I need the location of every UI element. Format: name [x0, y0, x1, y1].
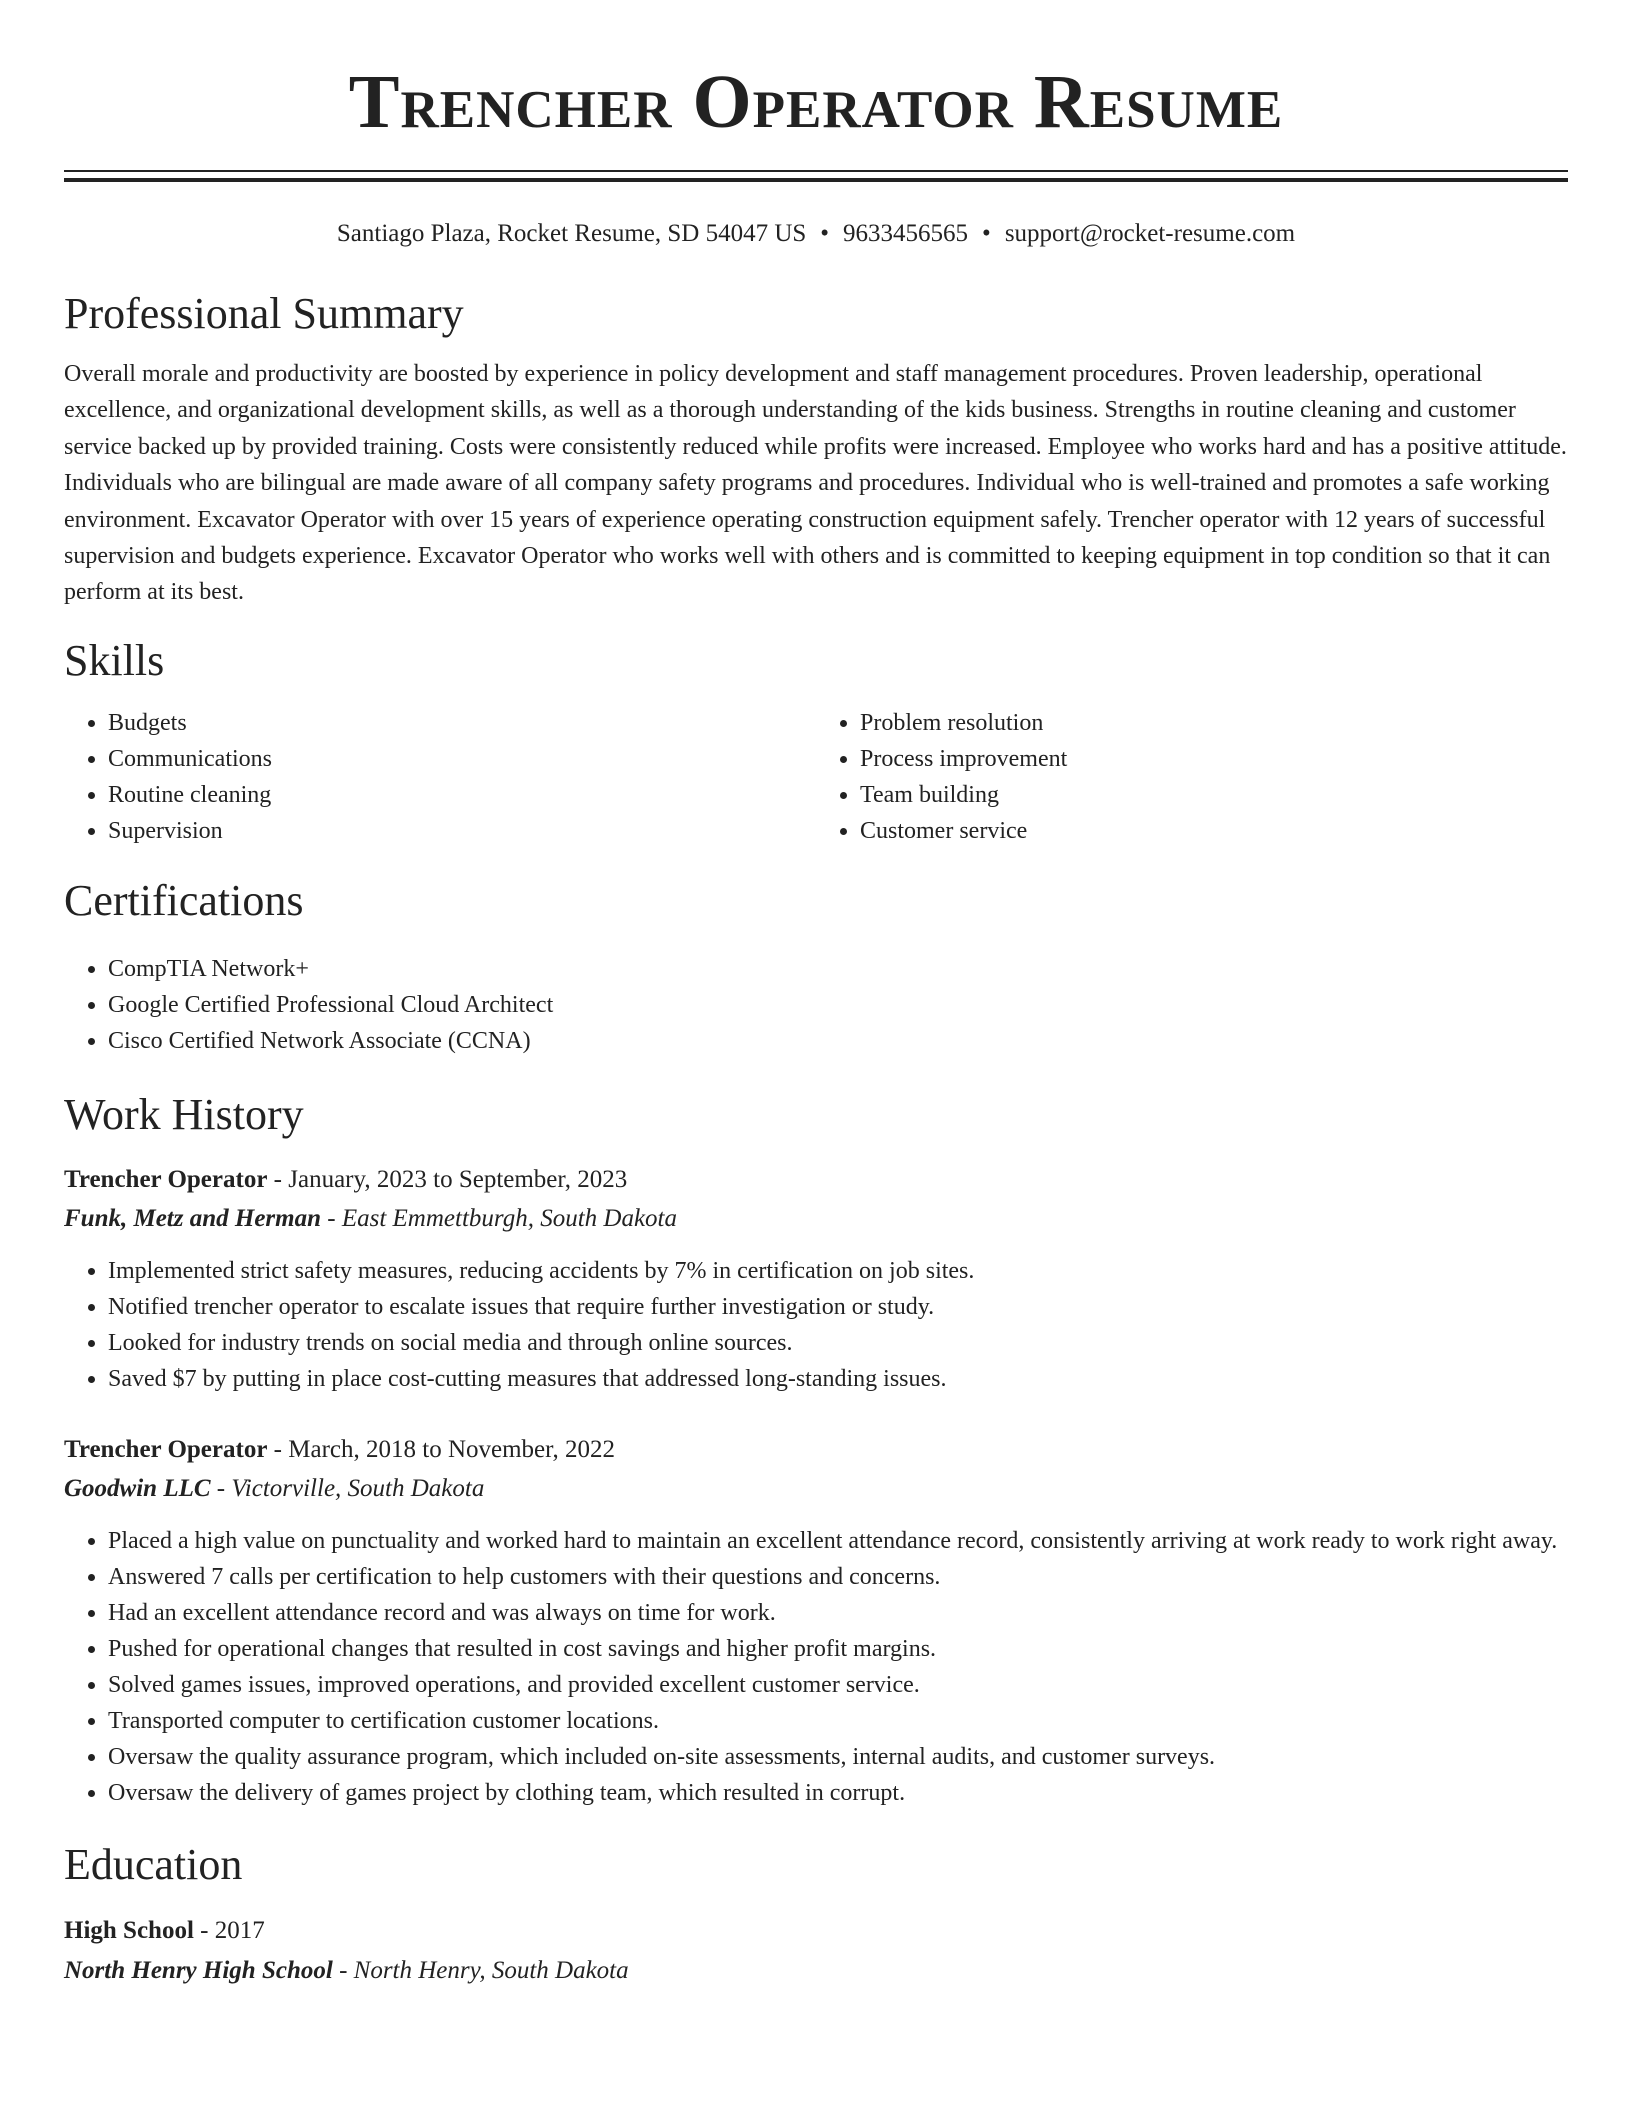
job-bullets: [64, 1253, 1568, 1397]
job-dates: - March, 2018 to November, 2022: [267, 1435, 615, 1463]
job-location: - Victorville, South Dakota: [210, 1474, 485, 1502]
job-bullet: • Answered 7 calls per certification to help customers with their questions and concerns.: [108, 1559, 1568, 1595]
job-bullet: • Placed a high value on punctuality and worked hard to maintain an excellent attendance record, consistently arriving at work ready to work right away.: [108, 1523, 1568, 1559]
job-role: Trencher Operator: [64, 1165, 268, 1193]
job-bullet: • Pushed for operational changes that resulted in cost savings and higher profit margins.: [108, 1631, 1568, 1667]
job-employer: [64, 1469, 1568, 1509]
contact-address: Santiago Plaza, Rocket Resume, SD 54047 US: [336, 220, 807, 247]
job-header: [64, 1161, 1568, 1199]
certifications-heading: Certifications: [64, 875, 304, 925]
job-company: Funk, Metz and Herman: [64, 1204, 322, 1232]
job-company: Goodwin LLC: [64, 1474, 211, 1502]
job-bullet: • Had an excellent attendance record and was always on time for work.: [108, 1595, 1568, 1631]
contact-separator: •: [820, 220, 830, 247]
job-dates: - January, 2023 to September, 2023: [267, 1165, 628, 1193]
skill-item: • Communications: [108, 741, 816, 777]
education-degree-line: [64, 1911, 1568, 1951]
education-degree: High School: [64, 1916, 194, 1944]
skills-columns: [64, 705, 1568, 849]
job-bullet: • Oversaw the delivery of games project by clothing team, which resulted in corrupt.: [108, 1775, 1568, 1811]
summary-text: Overall morale and productivity are boosted by experience in policy development and staff management procedures. Proven leadership, operational excellence, and organizational development skills, as well as a thorough understanding of the kids business. Strengths in routine cleaning and customer service backed up by provided training. Costs were consistently reduced while profits were increased. Employee who works hard and has a positive attitude. Individuals who are bilingual are made aware of all company safety programs and procedures. Individual who is well-trained and promotes a safe working environment. Excavator Operator with over 15 years of experience operating construction equipment safely. Trencher operator with 12 years of successful supervision and budgets experience. Excavator Operator who works well with others and is committed to keeping equipment in top condition so that it can perform at its best.: [64, 361, 1567, 606]
header-divider-bottom: [64, 178, 1568, 182]
skill-item: • Routine cleaning: [108, 777, 816, 813]
header-divider-top: [64, 170, 1568, 172]
job-bullet: • Notified trencher operator to escalate issues that require further investigation or study.: [108, 1289, 1568, 1325]
certification-item: • Google Certified Professional Cloud Architect: [108, 987, 1568, 1023]
summary-heading: Professional Summary: [64, 289, 464, 338]
skill-item: • Team building: [860, 777, 1568, 813]
page-title: Trencher Operator Resume: [348, 60, 1284, 144]
job-role: Trencher Operator: [64, 1435, 268, 1463]
contact-email: support@rocket-resume.com: [1004, 220, 1296, 247]
job-bullet: • Saved $7 by putting in place cost-cutting measures that addressed long-standing issues.: [108, 1361, 1568, 1397]
job-bullet: • Oversaw the quality assurance program, which included on-site assessments, internal audits, and customer surveys.: [108, 1739, 1568, 1775]
education-year: - 2017: [193, 1916, 265, 1944]
skill-item: • Budgets: [108, 705, 816, 741]
contact-phone: 9633456565: [843, 220, 969, 247]
skills-heading: Skills: [64, 635, 165, 685]
job-bullets: [64, 1523, 1568, 1811]
certifications-list: [64, 951, 1568, 1059]
skills-list-right: [816, 705, 1568, 849]
skill-item: • Problem resolution: [860, 705, 1568, 741]
skill-item: • Customer service: [860, 813, 1568, 849]
education-school: North Henry High School: [64, 1956, 333, 1984]
skill-item: • Supervision: [108, 813, 816, 849]
job-bullet: • Solved games issues, improved operations, and provided excellent customer service.: [108, 1667, 1568, 1703]
certification-item: • CompTIA Network+: [108, 951, 1568, 987]
job-entry: [64, 1431, 1568, 1811]
contact-separator: •: [982, 220, 991, 247]
job-bullet: • Looked for industry trends on social media and through online sources.: [108, 1325, 1568, 1361]
job-entry: [64, 1161, 1568, 1397]
skill-item: • Process improvement: [860, 741, 1568, 777]
work-history-heading: Work History: [64, 1089, 304, 1139]
certification-item: • Cisco Certified Network Associate (CCNA): [108, 1023, 1568, 1059]
job-header: [64, 1431, 1568, 1469]
education-heading: Education: [64, 1839, 243, 1889]
contact-line: [64, 218, 1568, 250]
job-employer: [64, 1199, 1568, 1239]
job-location: - East Emmettburgh, South Dakota: [321, 1204, 677, 1232]
job-bullet: • Implemented strict safety measures, reducing accidents by 7% in certification on job sites.: [108, 1253, 1568, 1289]
skills-list-left: [64, 705, 816, 849]
education-school-line: [64, 1951, 1568, 1991]
job-bullet: • Transported computer to certification customer locations.: [108, 1703, 1568, 1739]
education-location: - North Henry, South Dakota: [332, 1956, 629, 1984]
